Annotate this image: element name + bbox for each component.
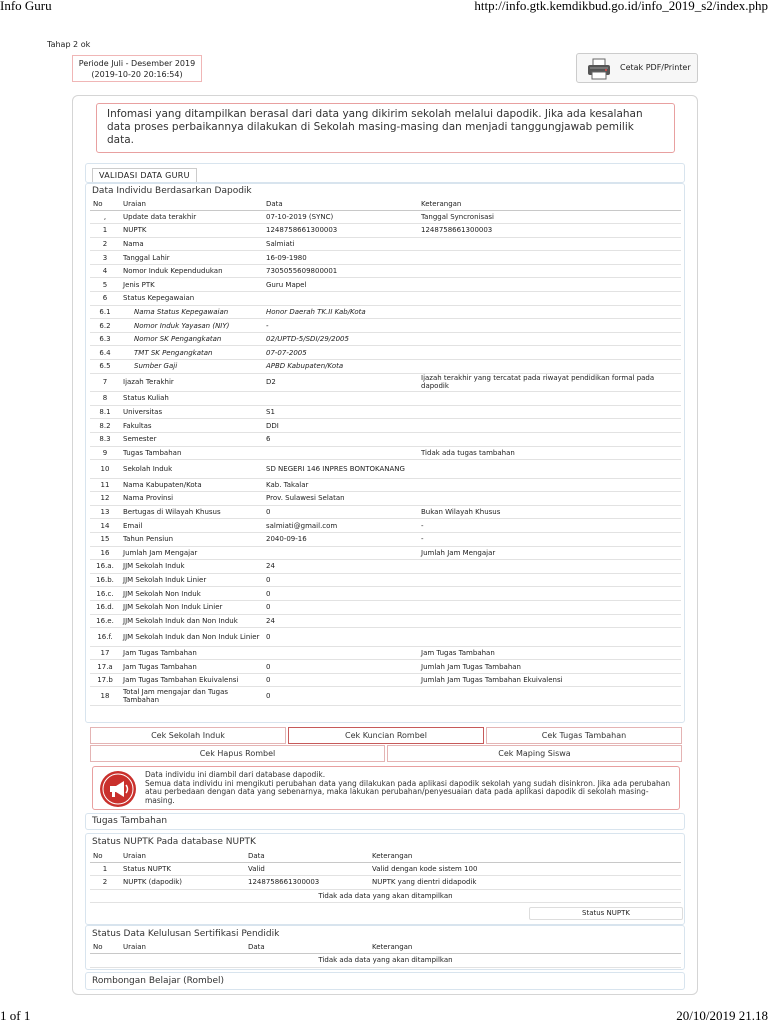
row-data (263, 392, 418, 406)
row-data: Prov. Sulawesi Selatan (263, 492, 418, 506)
table-row (90, 373, 681, 392)
cek-hapus-rombel-button[interactable]: Cek Hapus Rombel (90, 745, 385, 762)
row-uraian: Jam Tugas Tambahan (120, 660, 263, 674)
row-uraian: Jumlah Jam Mengajar (120, 546, 263, 560)
row-data: 7305055609800001 (263, 264, 418, 278)
table-row (90, 332, 681, 346)
row-uraian: JJM Sekolah Non Induk (120, 587, 263, 601)
row-uraian: Nomor Induk Yayasan (NIY) (120, 319, 263, 333)
col-data: Data (245, 850, 369, 862)
row-data (263, 546, 418, 560)
row-data: 1248758661300003 (245, 876, 369, 890)
col-uraian: Uraian (120, 941, 245, 953)
cetak-pdf-button[interactable] (576, 53, 698, 83)
row-data: Salmiati (263, 237, 418, 251)
info-message: Infomasi yang ditampilkan berasal dari data yang dikirim sekolah melalui dapodik. Jika ada kesalahan data proses perbaikannya dilakukan di Sekolah masing-masing dan menjadi tanggungjawab pemilik data. (96, 103, 675, 153)
row-keterangan (418, 278, 681, 292)
row-no: 9 (90, 446, 120, 460)
print-title: Info Guru (0, 0, 52, 13)
row-keterangan: Tanggal Syncronisasi (418, 210, 681, 224)
row-data: 07-07-2005 (263, 346, 418, 360)
row-no: 17.a (90, 660, 120, 674)
row-keterangan (418, 560, 681, 574)
table-row (90, 346, 681, 360)
row-keterangan (418, 419, 681, 433)
row-no: 16.e. (90, 614, 120, 628)
row-keterangan: Bukan Wilayah Khusus (418, 505, 681, 519)
row-data (263, 292, 418, 306)
row-uraian: Nama Kabupaten/Kota (120, 478, 263, 492)
table-row (90, 532, 681, 546)
row-keterangan (418, 332, 681, 346)
row-keterangan (418, 346, 681, 360)
periode-line1: Periode Juli - Desember 2019 (78, 59, 196, 68)
row-keterangan: Jumlah Jam Tugas Tambahan (418, 660, 681, 674)
table-row (90, 660, 681, 674)
row-data: 0 (263, 687, 418, 706)
table-row (90, 446, 681, 460)
row-no: 18 (90, 687, 120, 706)
row-data (263, 646, 418, 660)
row-no: 17 (90, 646, 120, 660)
col-no: No (90, 850, 120, 862)
printer-icon (587, 58, 611, 80)
table-row (90, 953, 681, 967)
row-uraian: Bertugas di Wilayah Khusus (120, 505, 263, 519)
row-no: 6 (90, 292, 120, 306)
row-uraian: Nama Status Kepegawaian (120, 305, 263, 319)
row-keterangan (418, 319, 681, 333)
megaphone-icon (99, 770, 137, 808)
table-row (90, 687, 681, 706)
row-no: 13 (90, 505, 120, 519)
row-uraian: Jenis PTK (120, 278, 263, 292)
table-row (90, 251, 681, 265)
row-data: 6 (263, 432, 418, 446)
row-keterangan: Valid dengan kode sistem 100 (369, 862, 681, 876)
table-row (90, 224, 681, 238)
row-uraian: Fakultas (120, 419, 263, 433)
row-no: 6.4 (90, 346, 120, 360)
row-uraian: Total Jam mengajar dan Tugas Tambahan (120, 687, 263, 706)
table-row (90, 237, 681, 251)
row-uraian: Sekolah Induk (120, 460, 263, 479)
row-no: 16 (90, 546, 120, 560)
table-row (90, 305, 681, 319)
table-row (90, 419, 681, 433)
row-no: 11 (90, 478, 120, 492)
row-uraian: JJM Sekolah Induk Linier (120, 573, 263, 587)
row-keterangan: Jumlah Jam Mengajar (418, 546, 681, 560)
row-keterangan (418, 600, 681, 614)
row-data: D2 (263, 373, 418, 392)
table-row (90, 432, 681, 446)
periode-line2: (2019-10-20 20:16:54) (91, 70, 183, 79)
row-uraian: JJM Sekolah Non Induk Linier (120, 600, 263, 614)
row-no: 16.f. (90, 628, 120, 647)
row-no: 8.3 (90, 432, 120, 446)
table-row (90, 478, 681, 492)
table-row (90, 646, 681, 660)
row-no: 2 (90, 876, 120, 890)
row-no: 6.2 (90, 319, 120, 333)
row-no: 8.1 (90, 405, 120, 419)
row-uraian: JJM Sekolah Induk (120, 560, 263, 574)
print-url: http://info.gtk.kemdikbud.go.id/info_2019_s2/index.php (474, 0, 768, 13)
row-data: 2040-09-16 (263, 532, 418, 546)
row-keterangan: - (418, 519, 681, 533)
tugas-tambahan-title: Tugas Tambahan (92, 816, 168, 826)
row-data: Honor Daerah TK.II Kab/Kota (263, 305, 418, 319)
print-footer (0, 1008, 768, 1024)
table-row (90, 600, 681, 614)
row-uraian: JJM Sekolah Induk dan Non Induk Linier (120, 628, 263, 647)
row-uraian: Universitas (120, 405, 263, 419)
table-row (90, 319, 681, 333)
row-uraian: Nama (120, 237, 263, 251)
row-keterangan (418, 432, 681, 446)
row-no: 17.b (90, 673, 120, 687)
nuptk-table (90, 850, 681, 903)
row-uraian: Tanggal Lahir (120, 251, 263, 265)
row-no: 10 (90, 460, 120, 479)
row-uraian: Nama Provinsi (120, 492, 263, 506)
button-row-2 (90, 745, 682, 762)
table-row (90, 628, 681, 647)
dapodik-section-title: Data Individu Berdasarkan Dapodik (92, 186, 252, 196)
row-data: APBD Kabupaten/Kota (263, 360, 418, 374)
row-data: salmiati@gmail.com (263, 519, 418, 533)
row-keterangan (418, 405, 681, 419)
col-uraian: Uraian (120, 198, 263, 210)
row-no: 16.d. (90, 600, 120, 614)
row-data: 0 (263, 660, 418, 674)
row-uraian: Status Kepegawaian (120, 292, 263, 306)
row-keterangan: Jumlah Jam Tugas Tambahan Ekuivalensi (418, 673, 681, 687)
row-data: 0 (263, 505, 418, 519)
table-row (90, 560, 681, 574)
row-keterangan (418, 237, 681, 251)
table-row (90, 673, 681, 687)
empty-message: Tidak ada data yang akan ditampilkan (90, 953, 681, 967)
tahap-label: Tahap 2 ok (47, 40, 91, 49)
table-row (90, 862, 681, 876)
table-row (90, 889, 681, 902)
row-data: 24 (263, 560, 418, 574)
row-data: 1248758661300003 (263, 224, 418, 238)
page-number: 1 of 1 (0, 1008, 31, 1023)
table-row (90, 360, 681, 374)
row-keterangan (418, 292, 681, 306)
row-keterangan: NUPTK yang dientri didapodik (369, 876, 681, 890)
rombel-section-title: Rombongan Belajar (Rombel) (92, 976, 225, 986)
table-row (90, 264, 681, 278)
alert-line1: Data individu ini diambil dari database dapodik. (145, 770, 326, 779)
col-keterangan: Keterangan (369, 941, 681, 953)
row-data: DDI (263, 419, 418, 433)
col-no: No (90, 941, 120, 953)
row-keterangan (418, 587, 681, 601)
sertifikasi-table (90, 941, 681, 968)
row-uraian: Semester (120, 432, 263, 446)
row-no: 2 (90, 237, 120, 251)
row-no: 1 (90, 224, 120, 238)
table-row (90, 573, 681, 587)
row-keterangan (418, 305, 681, 319)
row-uraian: Status NUPTK (120, 862, 245, 876)
row-no: 6.3 (90, 332, 120, 346)
row-uraian: Email (120, 519, 263, 533)
table-row (90, 405, 681, 419)
row-uraian: TMT SK Pengangkatan (120, 346, 263, 360)
row-data: Valid (245, 862, 369, 876)
table-row (90, 392, 681, 406)
row-keterangan: Jam Tugas Tambahan (418, 646, 681, 660)
table-row (90, 546, 681, 560)
row-data: S1 (263, 405, 418, 419)
row-data: Guru Mapel (263, 278, 418, 292)
table-row (90, 210, 681, 224)
row-uraian: Status Kuliah (120, 392, 263, 406)
row-uraian: Sumber Gaji (120, 360, 263, 374)
row-keterangan (418, 264, 681, 278)
cek-sekolah-induk-button[interactable]: Cek Sekolah Induk (90, 727, 286, 744)
row-no: 14 (90, 519, 120, 533)
print-datetime: 20/10/2019 21.18 (676, 1008, 768, 1023)
table-row (90, 519, 681, 533)
alert-line2: Semua data individu ini mengikuti perubahan data yang dilakukan pada aplikasi dapodik sekolah yang sudah disinkron. Jika ada perubahan atau perbedaan dengan data yang sebenarnya, maka lakukan perubahan/penyesuaian data pada aplikasi dapodik di sekolah masing-masing. (145, 778, 671, 805)
row-data: 0 (263, 573, 418, 587)
row-keterangan (418, 360, 681, 374)
row-keterangan (418, 478, 681, 492)
row-no: 15 (90, 532, 120, 546)
col-keterangan: Keterangan (369, 850, 681, 862)
row-keterangan (418, 460, 681, 479)
row-no: 12 (90, 492, 120, 506)
row-uraian: Ijazah Terakhir (120, 373, 263, 392)
row-keterangan (418, 687, 681, 706)
row-no: 16.b. (90, 573, 120, 587)
col-no: No (90, 198, 120, 210)
print-header (0, 0, 768, 16)
button-row-1 (90, 727, 682, 744)
row-uraian: Jam Tugas Tambahan Ekuivalensi (120, 673, 263, 687)
row-data: 24 (263, 614, 418, 628)
row-keterangan: 1248758661300003 (418, 224, 681, 238)
row-uraian: Update data terakhir (120, 210, 263, 224)
row-no: 16.a. (90, 560, 120, 574)
row-data (263, 446, 418, 460)
table-row (90, 492, 681, 506)
row-no: 5 (90, 278, 120, 292)
row-data: SD NEGERI 146 INPRES BONTOKANANG (263, 460, 418, 479)
row-keterangan (418, 492, 681, 506)
table-row (90, 614, 681, 628)
col-data: Data (245, 941, 369, 953)
row-data: 0 (263, 628, 418, 647)
row-keterangan: Ijazah terakhir yang tercatat pada riwayat pendidikan formal pada dapodik (418, 373, 681, 392)
row-uraian: Tugas Tambahan (120, 446, 263, 460)
row-uraian: Tahun Pensiun (120, 532, 263, 546)
row-keterangan (418, 392, 681, 406)
empty-message: Tidak ada data yang akan ditampilkan (90, 889, 681, 902)
row-keterangan (418, 614, 681, 628)
table-row (90, 292, 681, 306)
status-nuptk-button[interactable]: Status NUPTK (529, 907, 683, 920)
row-data: Kab. Takalar (263, 478, 418, 492)
row-keterangan: - (418, 532, 681, 546)
row-no: 8 (90, 392, 120, 406)
row-data: 02/UPTD-5/SDI/29/2005 (263, 332, 418, 346)
row-no: 7 (90, 373, 120, 392)
row-data: - (263, 319, 418, 333)
row-no: 3 (90, 251, 120, 265)
row-no: 16.c. (90, 587, 120, 601)
tab-validasi-data-guru[interactable]: VALIDASI DATA GURU (92, 168, 197, 182)
row-no: 8.2 (90, 419, 120, 433)
row-uraian: NUPTK (dapodik) (120, 876, 245, 890)
row-no: , (90, 210, 120, 224)
table-row (90, 460, 681, 479)
row-no: 6.5 (90, 360, 120, 374)
cek-kuncian-rombel-button[interactable]: Cek Kuncian Rombel (288, 727, 484, 744)
row-data: 0 (263, 600, 418, 614)
row-data: 0 (263, 673, 418, 687)
cek-tugas-tambahan-button[interactable]: Cek Tugas Tambahan (486, 727, 682, 744)
row-keterangan (418, 628, 681, 647)
row-no: 6.1 (90, 305, 120, 319)
row-no: 4 (90, 264, 120, 278)
periode-box (72, 55, 202, 82)
row-uraian: NUPTK (120, 224, 263, 238)
row-keterangan: Tidak ada tugas tambahan (418, 446, 681, 460)
row-data: 16-09-1980 (263, 251, 418, 265)
row-uraian: JJM Sekolah Induk dan Non Induk (120, 614, 263, 628)
nuptk-section-title: Status NUPTK Pada database NUPTK (92, 837, 256, 847)
sertifikasi-section-title: Status Data Kelulusan Sertifikasi Pendidik (92, 929, 280, 939)
cetak-label: Cetak PDF/Printer (620, 63, 691, 72)
alert-text (145, 771, 673, 805)
row-no: 1 (90, 862, 120, 876)
table-row (90, 505, 681, 519)
row-uraian: Nomor Induk Kependudukan (120, 264, 263, 278)
table-row (90, 876, 681, 890)
col-uraian: Uraian (120, 850, 245, 862)
col-keterangan: Keterangan (418, 198, 681, 210)
cek-maping-siswa-button[interactable]: Cek Maping Siswa (387, 745, 682, 762)
row-keterangan (418, 251, 681, 265)
tugas-tambahan-panel (85, 813, 685, 830)
row-uraian: Nomor SK Pengangkatan (120, 332, 263, 346)
table-row (90, 587, 681, 601)
row-data: 0 (263, 587, 418, 601)
table-row (90, 278, 681, 292)
dapodik-table (90, 198, 681, 706)
row-keterangan (418, 573, 681, 587)
col-data: Data (263, 198, 418, 210)
row-data: 07-10-2019 (SYNC) (263, 210, 418, 224)
dapodik-alert (92, 766, 680, 810)
row-uraian: Jam Tugas Tambahan (120, 646, 263, 660)
